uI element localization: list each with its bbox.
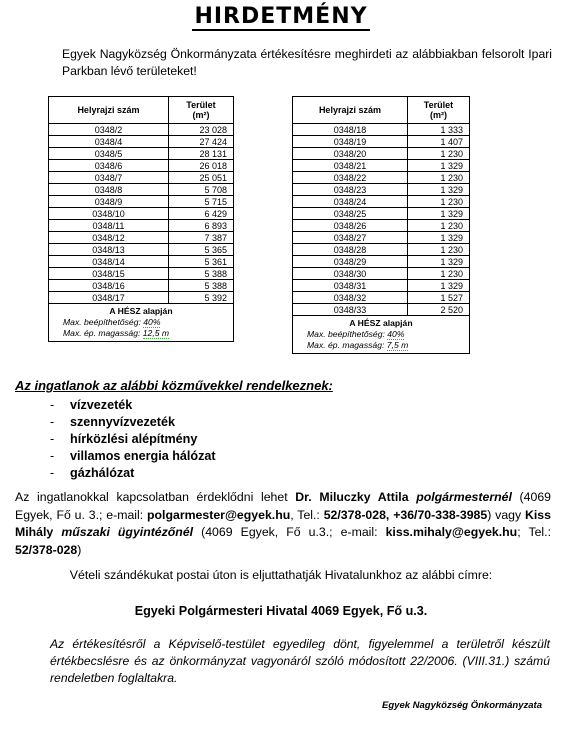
- send-instruction: Vételi szándékukat postai úton is eljuttathatják Hivatalunkhoz az alábbi címre:: [69, 568, 493, 582]
- hrsz-cell: 0348/21: [293, 160, 408, 172]
- area-cell: 5 708: [168, 184, 233, 196]
- table-row: [49, 244, 234, 256]
- area-cell: 27 424: [168, 136, 233, 148]
- utility-item: - szennyvízvezeték: [50, 414, 216, 431]
- area-cell: 1 329: [407, 280, 469, 292]
- table-row: [293, 148, 470, 160]
- hrsz-header: Helyrajzi szám: [49, 97, 169, 124]
- table-row: [293, 280, 470, 292]
- hesz-heading: A HÉSZ alapján: [109, 306, 173, 316]
- table-row: [49, 148, 234, 160]
- table-row: [293, 232, 470, 244]
- postal-address: Egyeki Polgármesteri Hivatal 4069 Egyek, Fő u.3.: [134, 604, 428, 618]
- contact-name-clerk: Kiss Mihály: [15, 507, 551, 539]
- max-coverage-value: 40%: [387, 329, 405, 339]
- table-header-row: [49, 97, 234, 124]
- table-row: [293, 208, 470, 220]
- area-cell: 1 329: [407, 208, 469, 220]
- signature: Egyek Nagyközség Önkormányzata: [382, 700, 542, 711]
- hrsz-cell: 0348/31: [293, 280, 408, 292]
- table-row: [293, 268, 470, 280]
- table-footer: A HÉSZ alapján Max. beépíthetőség: 40% Max. ép. magasság: 12,5 m: [49, 304, 234, 342]
- area-cell: 5 715: [168, 196, 233, 208]
- max-coverage-value: 40%: [143, 317, 161, 327]
- hrsz-cell: 0348/2: [49, 124, 169, 136]
- area-cell: 1 407: [407, 136, 469, 148]
- area-cell: 7 387: [168, 232, 233, 244]
- hrsz-cell: 0348/17: [49, 292, 169, 304]
- hrsz-cell: 0348/15: [49, 268, 169, 280]
- left-plot-table: [48, 96, 234, 342]
- table-row: [293, 172, 470, 184]
- utilities-heading: Az ingatlanok az alábbi közművekkel rendelkeznek:: [15, 378, 333, 393]
- area-cell: 1 333: [407, 124, 469, 136]
- hrsz-cell: 0348/20: [293, 148, 408, 160]
- area-cell: 1 230: [407, 148, 469, 160]
- table-row: [293, 256, 470, 268]
- hrsz-cell: 0348/30: [293, 268, 408, 280]
- area-cell: 5 388: [168, 268, 233, 280]
- area-header: Terület (m²): [168, 97, 233, 124]
- hrsz-cell: 0348/22: [293, 172, 408, 184]
- area-cell: 1 329: [407, 184, 469, 196]
- table-row: [293, 304, 470, 316]
- max-height-value: 7,5 m: [386, 340, 409, 350]
- hrsz-cell: 0348/5: [49, 148, 169, 160]
- area-cell: 1 329: [407, 160, 469, 172]
- area-cell: 5 365: [168, 244, 233, 256]
- hesz-heading: A HÉSZ alapján: [349, 318, 413, 328]
- hrsz-cell: 0348/25: [293, 208, 408, 220]
- area-cell: 1 329: [407, 232, 469, 244]
- hrsz-cell: 0348/12: [49, 232, 169, 244]
- table-row: [49, 232, 234, 244]
- table-row: [293, 220, 470, 232]
- max-height-value: 12,5 m: [142, 328, 170, 338]
- phone-clerk: 52/378-028: [15, 542, 78, 557]
- area-cell: 1 230: [407, 196, 469, 208]
- table-row: [293, 196, 470, 208]
- area-cell: 1 230: [407, 244, 469, 256]
- area-cell: 5 388: [168, 280, 233, 292]
- contact-paragraph: Az ingatlanokkal kapcsolatban érdeklődni lehet Dr. Miluczky Attila polgármesternél (4069 Egyek, Fő u. 3.; e-mail: polgarmester@egyek.hu, Tel.: 52/378-028, +36/70-338-3985) vagy Kiss Mihály műszaki ügyintézőnél (4069 Egyek, Fő u.3.; e-mail: kiss.mihaly@egyek.hu; Tel.: 52/378-028): [15, 490, 551, 557]
- area-cell: 1 230: [407, 268, 469, 280]
- table-row: [293, 184, 470, 196]
- hrsz-cell: 0348/11: [49, 220, 169, 232]
- hrsz-cell: 0348/32: [293, 292, 408, 304]
- utility-item: - vízvezeték: [50, 397, 216, 414]
- utilities-list: [50, 397, 216, 482]
- hrsz-cell: 0348/29: [293, 256, 408, 268]
- hrsz-cell: 0348/7: [49, 172, 169, 184]
- table-row: [49, 184, 234, 196]
- hrsz-cell: 0348/6: [49, 160, 169, 172]
- table-row: [293, 124, 470, 136]
- hrsz-cell: 0348/4: [49, 136, 169, 148]
- hrsz-cell: 0348/9: [49, 196, 169, 208]
- hrsz-cell: 0348/26: [293, 220, 408, 232]
- table-row: [49, 292, 234, 304]
- table-row: [49, 280, 234, 292]
- contact-role-clerk: műszaki ügyintézőnél: [61, 525, 194, 539]
- table-row: [49, 124, 234, 136]
- area-cell: 6 429: [168, 208, 233, 220]
- table-row: [49, 196, 234, 208]
- table-row: [49, 172, 234, 184]
- page-title: HIRDETMÉNY: [194, 4, 368, 29]
- contact-name-mayor: Dr. Miluczky Attila: [295, 490, 409, 504]
- table-row: [293, 244, 470, 256]
- table-header-row: [293, 97, 470, 124]
- area-cell: 2 520: [407, 304, 469, 316]
- hrsz-cell: 0348/16: [49, 280, 169, 292]
- intro-paragraph: Egyek Nagyközség Önkormányzata értékesítésre meghirdeti az alábbiakban felsorolt Ipari Parkban lévő területeket!: [62, 47, 552, 78]
- right-plot-table: [292, 96, 470, 354]
- area-cell: 1 527: [407, 292, 469, 304]
- closing-paragraph: Az értékesítésről a Képviselő-testület egyedileg dönt, figyelemmel a területről készült értékbecslésre és az önkormányzat vagyonáról szóló módosított 22/2006. (VIII.31.) számú rendeletben foglaltakra.: [50, 637, 550, 685]
- hrsz-cell: 0348/33: [293, 304, 408, 316]
- table-row: [293, 136, 470, 148]
- email-clerk[interactable]: kiss.mihaly@egyek.hu: [385, 525, 518, 539]
- area-cell: 1 230: [407, 220, 469, 232]
- area-cell: 5 392: [168, 292, 233, 304]
- hrsz-cell: 0348/14: [49, 256, 169, 268]
- area-cell: 25 051: [168, 172, 233, 184]
- hrsz-cell: 0348/18: [293, 124, 408, 136]
- hrsz-cell: 0348/8: [49, 184, 169, 196]
- table-row: [49, 220, 234, 232]
- area-cell: 1 329: [407, 256, 469, 268]
- hrsz-cell: 0348/28: [293, 244, 408, 256]
- area-cell: 6 893: [168, 220, 233, 232]
- table-row: [49, 256, 234, 268]
- hrsz-cell: 0348/27: [293, 232, 408, 244]
- table-row: [49, 136, 234, 148]
- contact-role-mayor: polgármesternél: [416, 490, 512, 504]
- table-row: [49, 160, 234, 172]
- area-cell: 1 230: [407, 172, 469, 184]
- hrsz-cell: 0348/23: [293, 184, 408, 196]
- table-footer: A HÉSZ alapján Max. beépíthetőség: 40% Max. ép. magasság: 7,5 m: [293, 316, 470, 354]
- utility-item: - gázhálózat: [50, 465, 216, 482]
- area-cell: 26 018: [168, 160, 233, 172]
- table-row: [293, 292, 470, 304]
- area-cell: 5 361: [168, 256, 233, 268]
- phone-mayor: 52/378-028, +36/70-338-3985: [323, 507, 488, 522]
- area-cell: 28 131: [168, 148, 233, 160]
- hrsz-cell: 0348/19: [293, 136, 408, 148]
- table-row: [49, 208, 234, 220]
- hrsz-cell: 0348/24: [293, 196, 408, 208]
- email-mayor[interactable]: polgarmester@egyek.hu: [147, 507, 291, 522]
- table-row: [49, 268, 234, 280]
- utility-item: - hírközlési alépítmény: [50, 431, 216, 448]
- hrsz-header: Helyrajzi szám: [293, 97, 408, 124]
- hrsz-cell: 0348/13: [49, 244, 169, 256]
- area-header: Terület (m²): [407, 97, 469, 124]
- table-row: [293, 160, 470, 172]
- utility-item: - villamos energia hálózat: [50, 448, 216, 465]
- hrsz-cell: 0348/10: [49, 208, 169, 220]
- area-cell: 23 028: [168, 124, 233, 136]
